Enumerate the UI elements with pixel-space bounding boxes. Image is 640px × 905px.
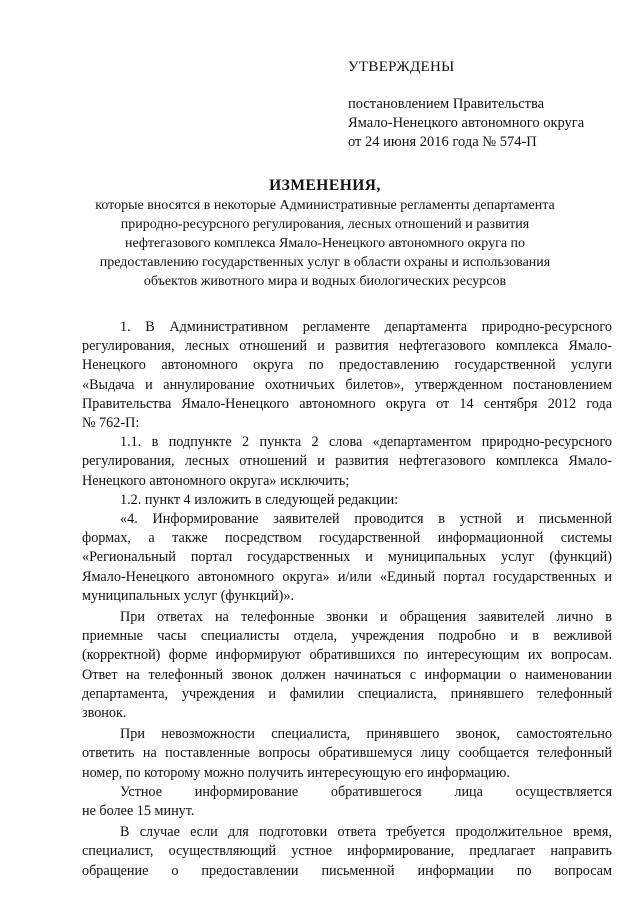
text-line: Ненецкого автономного округа» исключить; bbox=[82, 472, 350, 489]
text-line: приемные часы специалисты отдела, учреждения подробно и в вежливой bbox=[82, 628, 612, 645]
paragraph-1-2 bbox=[82, 491, 612, 510]
document-body bbox=[82, 318, 612, 881]
text-line: При ответах на телефонные звонки и обращения заявителей лично в bbox=[120, 609, 612, 626]
paragraph-1 bbox=[82, 318, 612, 433]
paragraph-long-answer bbox=[82, 823, 612, 881]
text-line: «Выдача и аннулирование охотничьих билетов», утвержденном постановлением bbox=[82, 376, 612, 393]
text-line: (корректной) форме информируют обратившихся по интересующим их вопросам. bbox=[82, 647, 612, 664]
approval-line: Ямало-Ненецкого автономного округа bbox=[348, 115, 585, 131]
text-line: Правительства Ямало-Ненецкого автономного округа от 14 сентября 2012 года bbox=[82, 395, 612, 412]
document-heading bbox=[80, 176, 570, 291]
text-line: не более 15 минут. bbox=[82, 803, 195, 820]
text-line: «Региональный портал государственных и муниципальных услуг (функций) bbox=[82, 549, 612, 566]
text-line: Устное информирование обратившегося лица осуществляется bbox=[120, 783, 612, 800]
text-line: 1. В Административном регламенте департамента природно-ресурсного bbox=[120, 319, 612, 335]
document-subtitle bbox=[80, 196, 570, 291]
subtitle-line: нефтегазового комплекса Ямало-Ненецкого автономного округа по bbox=[124, 236, 526, 251]
subtitle-line: предоставлению государственных услуг в области охраны и использования bbox=[99, 255, 551, 270]
text-line: специалист, осуществляющий устное информирование, предлагает направить bbox=[82, 843, 612, 860]
paragraph-phone-calls bbox=[82, 608, 612, 723]
subtitle-line: которые вносятся в некоторые Административные регламенты департамента bbox=[95, 198, 555, 213]
paragraph-impossibility bbox=[82, 725, 612, 783]
text-line: формах, а также посредством государственной информационной системы bbox=[82, 530, 612, 547]
text-line: При невозможности специалиста, принявшего звонок, самостоятельно bbox=[120, 726, 612, 743]
text-line: муниципальных услуг (функций)». bbox=[82, 587, 294, 604]
approval-title: УТВЕРЖДЕНЫ bbox=[348, 59, 455, 75]
text-line: департамента, учреждения и фамилии специалиста, принявшего телефонный bbox=[82, 685, 612, 702]
text-line: 1.2. пункт 4 изложить в следующей редакции: bbox=[120, 491, 399, 508]
approval-block bbox=[348, 58, 618, 152]
text-line: звонок. bbox=[82, 705, 127, 722]
approval-line: от 24 июня 2016 года № 574-П bbox=[348, 134, 537, 150]
document-title: ИЗМЕНЕНИЯ, bbox=[269, 177, 381, 194]
paragraph-1-1 bbox=[82, 433, 612, 491]
text-line: регулирования, лесных отношений и развития нефтегазового комплекса Ямало- bbox=[82, 453, 612, 470]
text-line: № 762-П: bbox=[82, 415, 140, 432]
text-line: номер, по которому можно получить интересующую его информацию. bbox=[82, 764, 510, 781]
text-line: обращение о предоставлении письменной информации по вопросам bbox=[82, 862, 612, 879]
text-line: ответить на поставленные вопросы обратившемуся лицу сообщается телефонный bbox=[82, 745, 612, 762]
text-line: 1.1. в подпункте 2 пункта 2 слова «департаментом природно-ресурсного bbox=[120, 434, 612, 451]
text-line: регулирования, лесных отношений и развития нефтегазового комплекса Ямало- bbox=[82, 338, 612, 355]
subtitle-line: объектов животного мира и водных биологических ресурсов bbox=[143, 274, 507, 289]
subtitle-line: природно-ресурсного регулирования, лесных отношений и развития bbox=[120, 217, 530, 232]
text-line: Ненецкого автономного округа по предоставлению государственной услуги bbox=[82, 357, 612, 374]
approval-line: постановлением Правительства bbox=[348, 96, 545, 112]
paragraph-item-4 bbox=[82, 510, 612, 606]
text-line: Ямало-Ненецкого автономного округа» и/или «Единый портал государственных и bbox=[82, 568, 612, 585]
text-line: «4. Информирование заявителей проводится в устной и письменной bbox=[120, 511, 612, 528]
text-line: В случае если для подготовки ответа требуется продолжительное время, bbox=[120, 824, 612, 841]
text-line: Ответ на телефонный звонок должен начинаться с информации о наименовании bbox=[82, 666, 612, 683]
paragraph-oral-info bbox=[82, 783, 612, 821]
